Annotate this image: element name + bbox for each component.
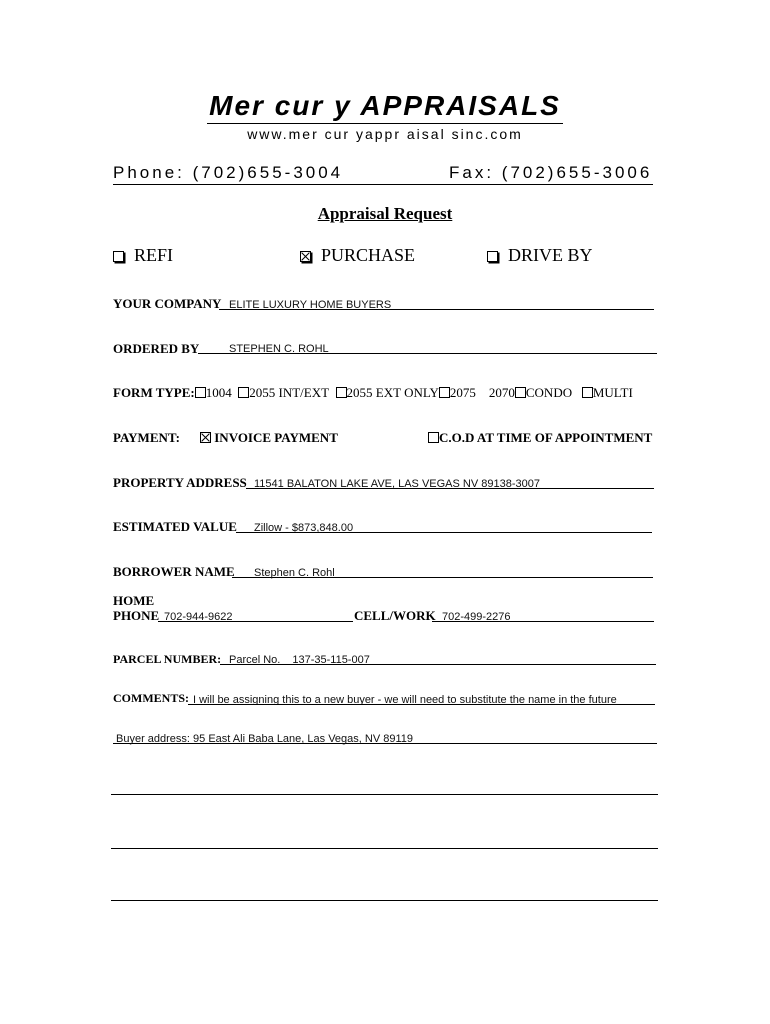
checkbox-icon[interactable] [487,251,498,262]
parcel-number-label: PARCEL NUMBER: [113,652,222,666]
form-type-multi-checkbox[interactable] [582,387,593,398]
home-phone-field[interactable]: 702-944-9622 [158,607,353,622]
form-type-2055-int-ext-checkbox[interactable] [238,387,249,398]
property-address-field[interactable]: 11541 BALATON LAKE AVE, LAS VEGAS NV 89138-3007 [246,474,654,489]
form-type-condo-checkbox[interactable] [515,387,526,398]
company-title: Mer cur y APPRAISALS [0,90,770,124]
checked-checkbox-icon[interactable] [200,432,211,443]
payment-cod-option[interactable]: C.O.D AT TIME OF APPOINTMENT [428,430,652,446]
company-field[interactable]: ELITE LUXURY HOME BUYERS [219,295,654,310]
form-type-2075-checkbox[interactable] [439,387,450,398]
ordered-by-label: ORDERED BY [113,341,200,356]
ordered-by-field[interactable]: STEPHEN C. ROHL [198,339,657,354]
borrower-name-field[interactable]: Stephen C. Rohl [232,563,653,578]
estimated-value-field[interactable]: Zillow - $873,848.00 [236,518,652,533]
borrower-name-label: BORROWER NAME [113,564,235,579]
form-type-row: FORM TYPE: 1004 2055 INT/EXT 2055 EXT ONLY 2075 2070 CONDO MULTI [113,385,633,400]
company-label: YOUR COMPANY [113,296,222,311]
header-divider [113,184,653,185]
phone-label: PHONE [113,608,160,623]
checkbox-icon[interactable] [113,251,124,262]
company-phone: Phone: (702)655-3004 [113,163,344,182]
comments-line-2[interactable]: Buyer address: 95 East Ali Baba Lane, Las Vegas, NV 89119 [113,729,657,744]
company-website: www.mer cur yappr aisal sinc.com [247,126,523,142]
parcel-number-field[interactable]: Parcel No. 137-35-115-007 [220,650,656,665]
cell-work-label: CELL/WORK [354,608,436,623]
blank-comment-line[interactable] [111,794,658,795]
payment-label: PAYMENT: [113,430,180,445]
option-drive-by[interactable]: DRIVE BY [487,245,593,266]
blank-comment-line[interactable] [111,848,658,849]
property-address-label: PROPERTY ADDRESS [113,475,247,490]
company-fax: Fax: (702)655-3006 [449,163,653,182]
cell-work-field[interactable]: 702-499-2276 [432,607,654,622]
estimated-value-label: ESTIMATED VALUE [113,519,237,534]
form-type-2055-ext-only-checkbox[interactable] [336,387,347,398]
comments-label: COMMENTS: [113,691,189,705]
checked-checkbox-icon[interactable] [300,251,311,262]
form-type-1004-checkbox[interactable] [195,387,206,398]
comments-field[interactable]: I will be assigning this to a new buyer - we will need to substitute the name in the future [188,690,655,705]
payment-invoice-option[interactable]: INVOICE PAYMENT [200,430,338,446]
form-title: Appraisal Request [317,204,453,223]
checkbox-icon[interactable] [428,432,439,443]
blank-comment-line[interactable] [111,900,658,901]
home-label: HOME [113,593,155,608]
option-refi[interactable]: REFI [113,245,173,266]
option-purchase[interactable]: PURCHASE [300,245,415,266]
